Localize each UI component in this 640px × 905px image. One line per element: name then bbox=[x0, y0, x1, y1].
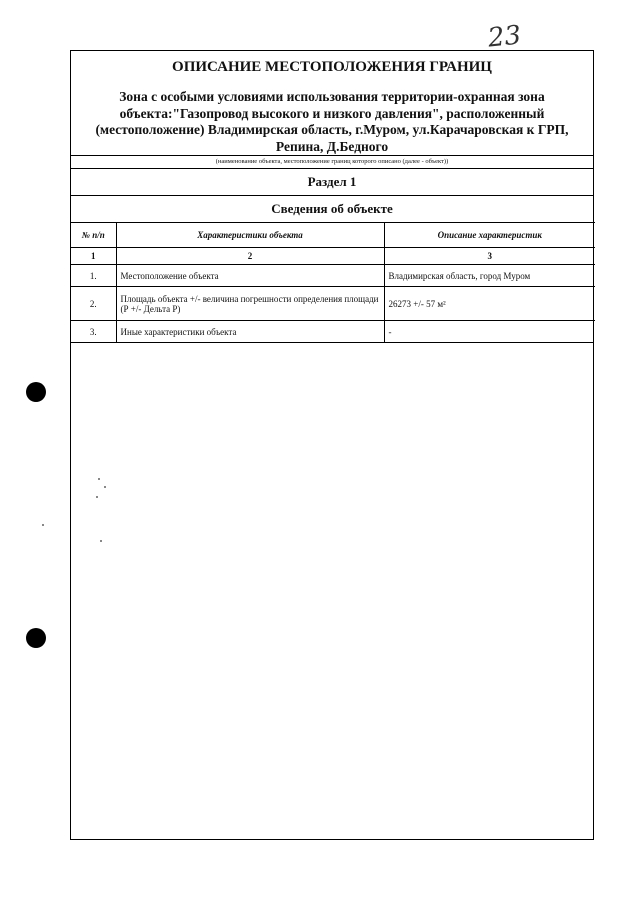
page-number: 23 bbox=[486, 20, 523, 54]
object-description: Зона с особыми условиями использования территории-охранная зона объекта:"Газопровод высокого и низкого давления", расположенный (местоположение) Владимирская область, г.Муром, ул.Карачаровская к ГРП, Репина, Д.Бедного bbox=[95, 89, 569, 154]
table-row bbox=[71, 265, 595, 287]
punch-hole bbox=[26, 382, 46, 402]
row-description: Владимирская область, город Муром bbox=[384, 265, 595, 287]
table-header-row bbox=[71, 223, 595, 248]
row-characteristic: Площадь объекта +/- величина погрешности определения площади (Р +/- Дельта Р) bbox=[116, 287, 384, 321]
section-title: Сведения об объекте bbox=[71, 195, 593, 222]
row-characteristic: Иные характеристики объекта bbox=[116, 321, 384, 343]
document-title: ОПИСАНИЕ МЕСТОПОЛОЖЕНИЯ ГРАНИЦ bbox=[172, 59, 492, 75]
object-caption: (наименование объекта, местоположение границ которого описано (далее - объект)) bbox=[71, 155, 593, 168]
section-label: Раздел 1 bbox=[71, 168, 593, 195]
header-description: Описание характеристик bbox=[384, 223, 595, 248]
row-number: 3. bbox=[71, 321, 116, 343]
row-characteristic: Местоположение объекта bbox=[116, 265, 384, 287]
scan-speck bbox=[42, 524, 44, 526]
table-row bbox=[71, 321, 595, 343]
document-frame bbox=[70, 50, 594, 840]
column-number: 2 bbox=[116, 248, 384, 265]
row-number: 2. bbox=[71, 287, 116, 321]
header-characteristic: Характеристики объекта bbox=[116, 223, 384, 248]
column-number-row bbox=[71, 248, 595, 265]
column-number: 1 bbox=[71, 248, 116, 265]
punch-hole bbox=[26, 628, 46, 648]
object-info-table bbox=[71, 222, 595, 342]
row-number: 1. bbox=[71, 265, 116, 287]
table-row bbox=[71, 287, 595, 321]
row-description: - bbox=[384, 321, 595, 343]
column-number: 3 bbox=[384, 248, 595, 265]
row-description: 26273 +/- 57 м² bbox=[384, 287, 595, 321]
header-number: № п/п bbox=[71, 223, 116, 248]
table-bottom-border bbox=[71, 342, 593, 343]
